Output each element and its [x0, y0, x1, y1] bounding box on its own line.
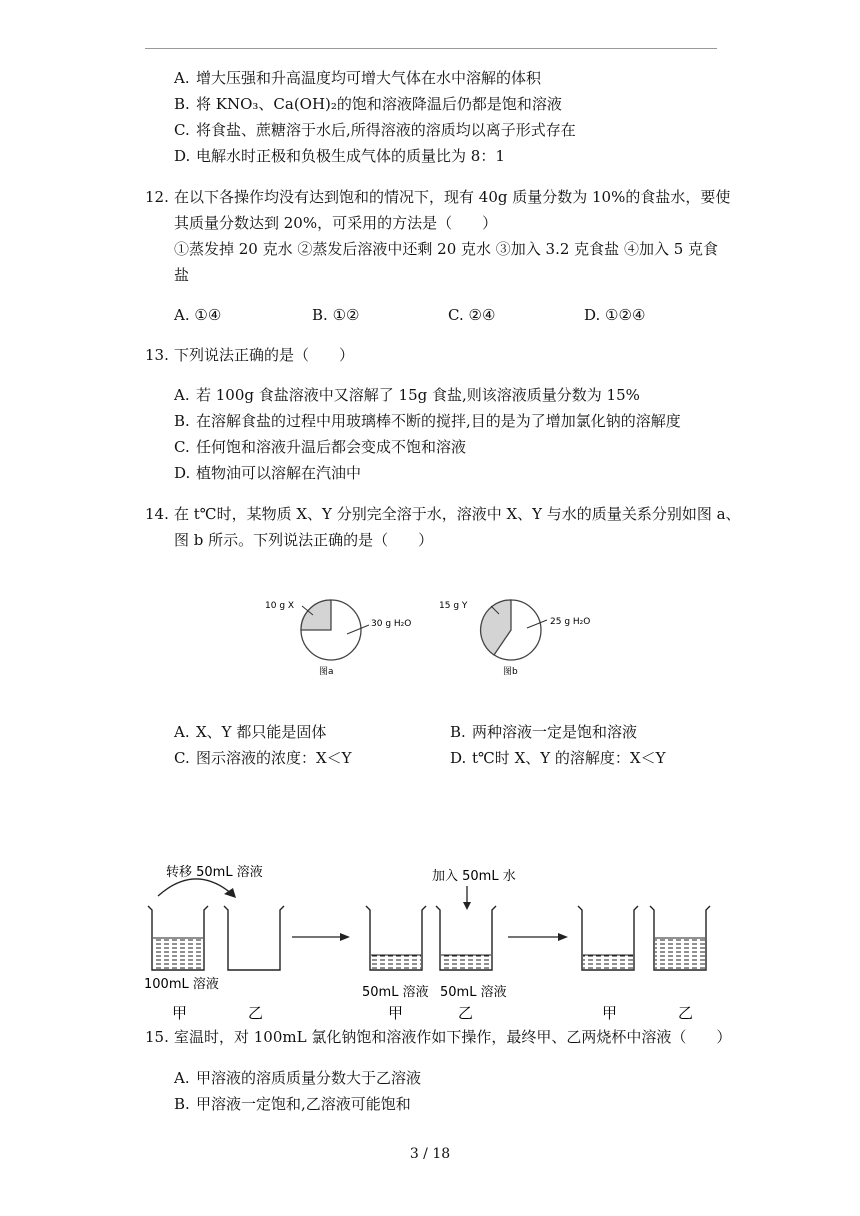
- q15-option-b: B. 甲溶液一定饱和,乙溶液可能饱和: [174, 1095, 411, 1113]
- transfer-arrow: [158, 879, 232, 896]
- q13-option-c: C. 任何饱和溶液升温后都会变成不饱和溶液: [174, 438, 467, 456]
- q15-stem: 室温时，对 100mL 氯化钠饱和溶液作如下操作，最终甲、乙两烧杯中溶液（ ）: [174, 1028, 732, 1046]
- q12-option-a: A. ①④: [174, 306, 222, 324]
- pie-b-solute-label: 15 g Y: [439, 601, 468, 611]
- pie-a-caption: 图a: [319, 667, 334, 677]
- beaker-1-liquid: [153, 938, 203, 969]
- q14-number: 14.: [145, 505, 169, 523]
- pie-figure-a: [265, 600, 411, 677]
- q14-stem-line2: 图 b 所示。下列说法正确的是（ ）: [174, 531, 434, 549]
- q11-option-d: D. 电解水时正极和负极生成气体的质量比为 8：1: [174, 147, 505, 165]
- q13-stem: 下列说法正确的是（ ）: [174, 346, 355, 364]
- pie-b-water-label: 25 g H₂O: [550, 617, 591, 627]
- pie-a-solute-slice: [301, 600, 331, 630]
- q12-option-c: C. ②④: [448, 306, 496, 324]
- beaker-6-liquid: [655, 938, 705, 969]
- beaker-4-label: 50mL 溶液: [440, 985, 507, 1000]
- pie-a-water-label: 30 g H₂O: [371, 619, 412, 629]
- header-rule: [145, 48, 717, 49]
- q14-option-c: C. 图示溶液的浓度：X＜Y: [174, 749, 352, 767]
- label-jia-1: 甲: [172, 1004, 188, 1022]
- beaker-2: [224, 906, 284, 970]
- q14-option-a: A. X、Y 都只能是固体: [174, 723, 327, 741]
- q12-number: 12.: [145, 188, 169, 206]
- label-jia-2: 甲: [388, 1004, 404, 1022]
- beaker-3: [366, 906, 426, 970]
- beaker-5: [578, 906, 638, 970]
- q12-option-d: D. ①②④: [584, 306, 646, 324]
- add-water-label: 加入 50mL 水: [432, 869, 516, 884]
- q13-option-d: D. 植物油可以溶解在汽油中: [174, 464, 362, 482]
- pie-figure-b: [439, 600, 590, 677]
- beaker-3-liquid: [371, 955, 421, 969]
- pie-b-caption: 图b: [503, 667, 518, 677]
- q11-option-a: A. 增大压强和升高温度均可增大气体在水中溶解的体积: [174, 69, 542, 87]
- beaker-6: [650, 906, 710, 970]
- beaker-4-liquid: [441, 955, 491, 969]
- beaker-1-label: 100mL 溶液: [144, 977, 219, 992]
- q13-option-a: A. 若 100g 食盐溶液中又溶解了 15g 食盐,则该溶液质量分数为 15%: [174, 386, 640, 404]
- label-jia-3: 甲: [602, 1004, 618, 1022]
- beaker-3-label: 50mL 溶液: [362, 985, 429, 1000]
- q14-option-d: D. t℃时 X、Y 的溶解度：X＜Y: [450, 749, 666, 767]
- q12-stem-line2: 其质量分数达到 20%，可采用的方法是（ ）: [174, 214, 498, 232]
- beaker-4: [436, 906, 496, 970]
- q14-stem-line1: 在 t℃时，某物质 X、Y 分别完全溶于水，溶液中 X、Y 与水的质量关系分别如图 a、: [174, 505, 741, 523]
- label-yi-3: 乙: [678, 1004, 694, 1022]
- q12-stem-line1: 在以下各操作均没有达到饱和的情况下，现有 40g 质量分数为 10%的食盐水，要使: [174, 188, 731, 206]
- beaker-5-liquid: [583, 955, 633, 969]
- q15-option-a: A. 甲溶液的溶质质量分数大于乙溶液: [174, 1069, 422, 1087]
- beaker-1: [148, 906, 208, 970]
- q11-option-c: C. 将食盐、蔗糖溶于水后,所得溶液的溶质均以离子形式存在: [174, 121, 576, 139]
- add-water-arrowhead: [463, 902, 471, 910]
- label-yi-2: 乙: [458, 1004, 474, 1022]
- page-number: 3 / 18: [409, 1146, 451, 1162]
- q13-option-b: B. 在溶解食盐的过程中用玻璃棒不断的搅拌,目的是为了增加氯化钠的溶解度: [174, 412, 681, 430]
- label-yi-1: 乙: [248, 1004, 264, 1022]
- q12-choices-line2: 盐: [174, 266, 190, 284]
- q11-option-b: B. 将 KNO₃、Ca(OH)₂的饱和溶液降温后仍都是饱和溶液: [174, 95, 562, 113]
- q14-pie-figures: [255, 588, 615, 688]
- q15-number: 15.: [145, 1028, 169, 1046]
- q14-option-b: B. 两种溶液一定是饱和溶液: [450, 723, 638, 741]
- q12-choices-line1: ①蒸发掉 20 克水 ②蒸发后溶液中还剩 20 克水 ③加入 3.2 克食盐 ④加入 5 克食: [174, 240, 719, 258]
- q13-number: 13.: [145, 346, 169, 364]
- transfer-label: 转移 50mL 溶液: [166, 865, 263, 880]
- q12-option-b: B. ①②: [312, 306, 360, 324]
- pie-a-solute-label: 10 g X: [265, 601, 295, 611]
- q15-beaker-diagram: [140, 858, 720, 1026]
